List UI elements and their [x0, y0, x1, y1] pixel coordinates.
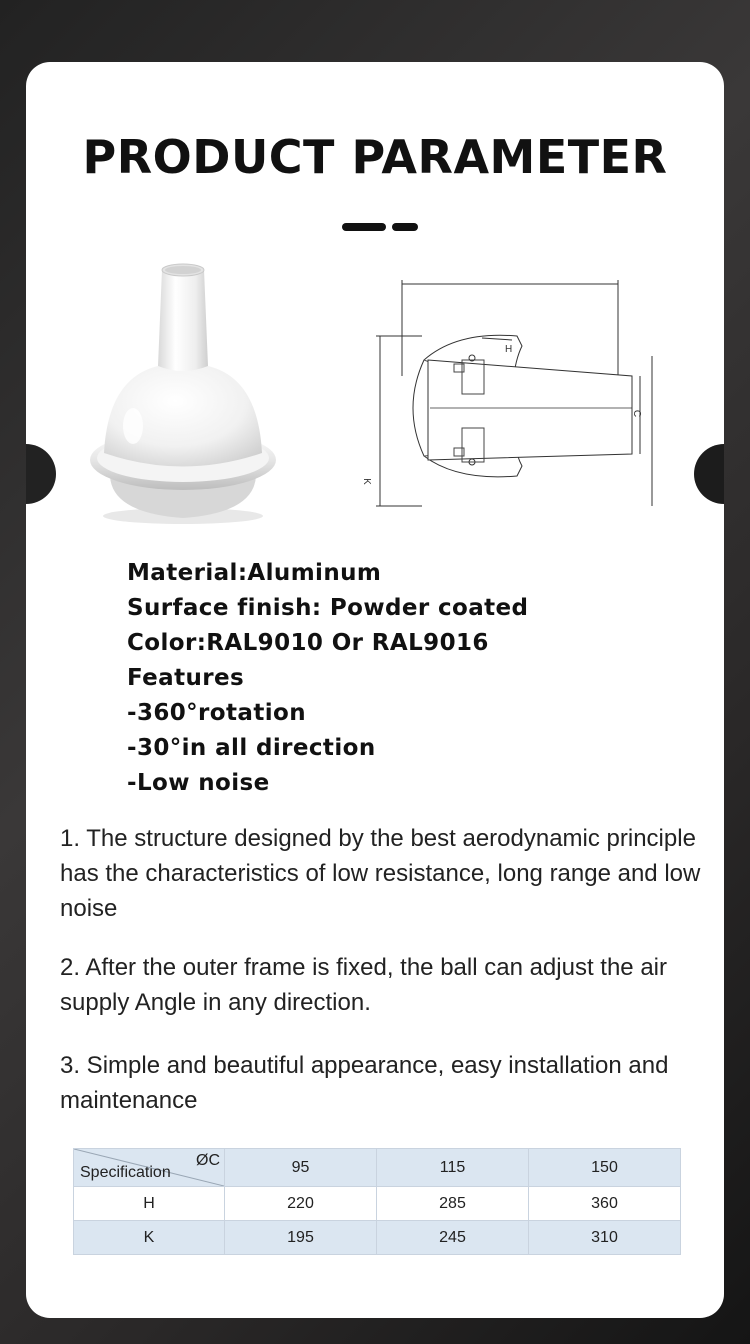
feature-item: Color:RAL9010 Or RAL9016 — [127, 630, 489, 656]
description-paragraph-1: 1. The structure designed by the best aerodynamic principle has the characteristics of low resistance, long range and low noise — [60, 825, 701, 922]
table-corner-cell — [74, 1149, 225, 1187]
feature-list — [127, 556, 528, 801]
table-cell: 310 — [529, 1221, 681, 1255]
row-label: H — [74, 1187, 225, 1221]
feature-item: Material:Aluminum — [127, 560, 382, 586]
title-divider — [342, 223, 418, 231]
description-paragraph-3: 3. Simple and beautiful appearance, easy installation and maintenance — [60, 1052, 669, 1114]
table-header-cell: 95 — [225, 1149, 377, 1187]
table-cell: 285 — [377, 1187, 529, 1221]
description-paragraph-2: 2. After the outer frame is fixed, the ball can adjust the air supply Angle in any direction. — [60, 954, 667, 1016]
table-cell: 220 — [225, 1187, 377, 1221]
table-row — [74, 1187, 681, 1221]
technical-drawing — [362, 276, 662, 516]
table-header-cell: 115 — [377, 1149, 529, 1187]
feature-item: -360°rotation — [127, 700, 306, 726]
table-header-cell: 150 — [529, 1149, 681, 1187]
feature-item: Surface finish: Powder coated — [127, 595, 529, 621]
drawing-label-h: H — [505, 344, 513, 355]
table-cell: 195 — [225, 1221, 377, 1255]
drawing-label-c: C — [631, 409, 643, 418]
product-photo — [88, 258, 278, 528]
diameter-label: ØC — [196, 1152, 220, 1169]
feature-heading: Features — [127, 665, 245, 691]
feature-item: -Low noise — [127, 770, 270, 796]
specification-label: Specification — [80, 1164, 171, 1181]
drawing-label-k: K — [360, 478, 372, 485]
feature-item: -30°in all direction — [127, 735, 376, 761]
card-notch-left — [26, 444, 56, 504]
table-header-row — [74, 1149, 681, 1187]
content-card — [26, 62, 724, 1318]
page-title: PRODUCT PARAMETER — [82, 130, 668, 184]
row-label: K — [74, 1221, 225, 1255]
card-notch-right — [694, 444, 724, 504]
table-row — [74, 1221, 681, 1255]
table-cell: 245 — [377, 1221, 529, 1255]
specification-table — [73, 1148, 681, 1255]
table-cell: 360 — [529, 1187, 681, 1221]
